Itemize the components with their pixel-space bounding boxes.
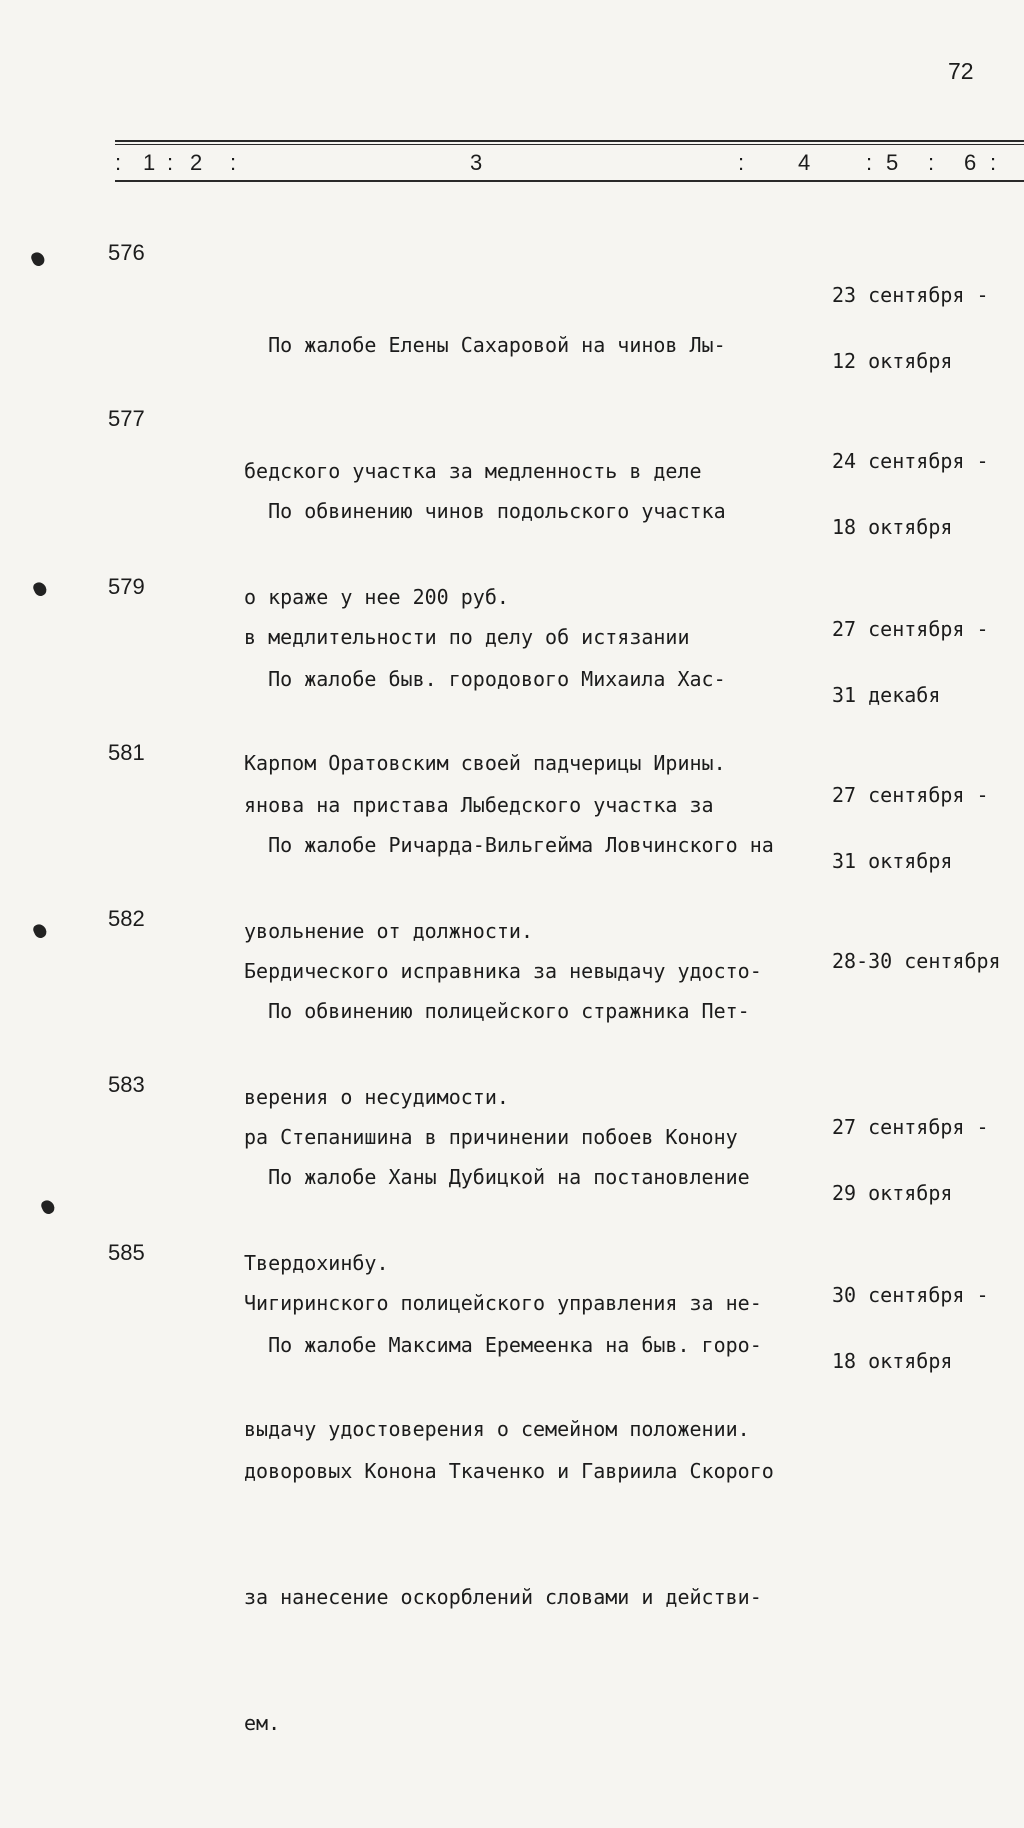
date-line: 31 октября [832,849,953,873]
date-line: 24 сентября - [832,449,989,473]
date-line: 30 сентября - [832,1283,989,1307]
entry-dates [832,740,989,916]
date-line: 27 сентября - [832,1115,989,1139]
description-line: доворовых Конона Ткаченко и Гавриила Скорого [244,1459,774,1483]
description-line: По жалобе Ханы Дубицкой на постановление [244,1165,750,1189]
column-separator: : [928,150,935,175]
entry-dates [832,240,989,416]
column-separator: : [738,150,745,175]
description-line: По жалобе быв. городового Михаила Хас- [244,667,726,691]
description-line: По обвинению полицейского стражника Пет- [244,999,750,1023]
column-separator: : [990,150,997,175]
entry-dates [832,1072,989,1248]
column-header-3: 3 [470,150,483,175]
column-separator: : [115,150,122,175]
entry-dates [832,574,989,750]
description-line: По обвинению чинов подольского участка [244,499,726,523]
entry-number: 583 [108,1072,145,1097]
date-line: 27 сентября - [832,783,989,807]
header-rule-bottom [115,180,1024,182]
description-line: увольнение от должности. [244,919,533,943]
description-line: ра Степанишина в причинении побоев Конону [244,1125,738,1149]
header-rule-top-thin [115,144,1024,145]
entry-number: 576 [108,240,145,265]
entry-585 [0,1240,1024,1735]
entry-number: 582 [108,906,145,931]
entry-dates [832,1240,989,1416]
column-separator: : [167,150,174,175]
date-line: 12 октября [832,349,953,373]
description-line: Твердохинбу. [244,1251,389,1275]
date-line: 23 сентября - [832,283,989,307]
entry-dates [832,906,1001,1016]
column-header-row [0,150,1024,176]
header-rule-top [115,140,1024,142]
column-header-4: 4 [798,150,811,175]
description-line: о краже у нее 200 руб. [244,585,509,609]
entry-number: 579 [108,574,145,599]
description-line: ем. [244,1711,281,1735]
description-line: бедского участка за медленность в деле [244,459,702,483]
description-line: Чигиринского полицейского управления за не- [244,1291,762,1315]
column-header-5: 5 [886,150,899,175]
description-line: янова на пристава Лыбедского участка за [244,793,714,817]
description-line: Бердического исправника за невыдачу удосто- [244,959,762,983]
entry-number: 581 [108,740,145,765]
date-line: 28-30 сентября [832,949,1001,973]
column-header-2: 2 [190,150,203,175]
description-line: По жалобе Елены Сахаровой на чинов Лы- [244,333,726,357]
entry-description [244,1240,804,1828]
column-separator: : [230,150,237,175]
page-number: 72 [948,58,974,84]
date-line: 31 декабя [832,683,941,707]
date-line: 18 октября [832,515,953,539]
entry-dates [832,406,989,582]
description-line: Карпом Оратовским своей падчерицы Ирины. [244,751,726,775]
column-header-1: 1 [143,150,156,175]
description-line: за нанесение оскорблений словами и действи- [244,1585,762,1609]
entry-number: 577 [108,406,145,431]
description-line: верения о несудимости. [244,1085,509,1109]
description-line: выдачу удостоверения о семейном положении. [244,1417,750,1441]
column-separator: : [866,150,873,175]
date-line: 27 сентября - [832,617,989,641]
description-line: в медлительности по делу об истязании [244,625,690,649]
entry-number: 585 [108,1240,145,1265]
date-line: 18 октября [832,1349,953,1373]
description-line: По жалобе Максима Еремеенка на быв. горо- [244,1333,762,1357]
column-header-6: 6 [964,150,977,175]
description-line: По жалобе Ричарда-Вильгейма Ловчинского на [244,833,774,857]
date-line: 29 октября [832,1181,953,1205]
